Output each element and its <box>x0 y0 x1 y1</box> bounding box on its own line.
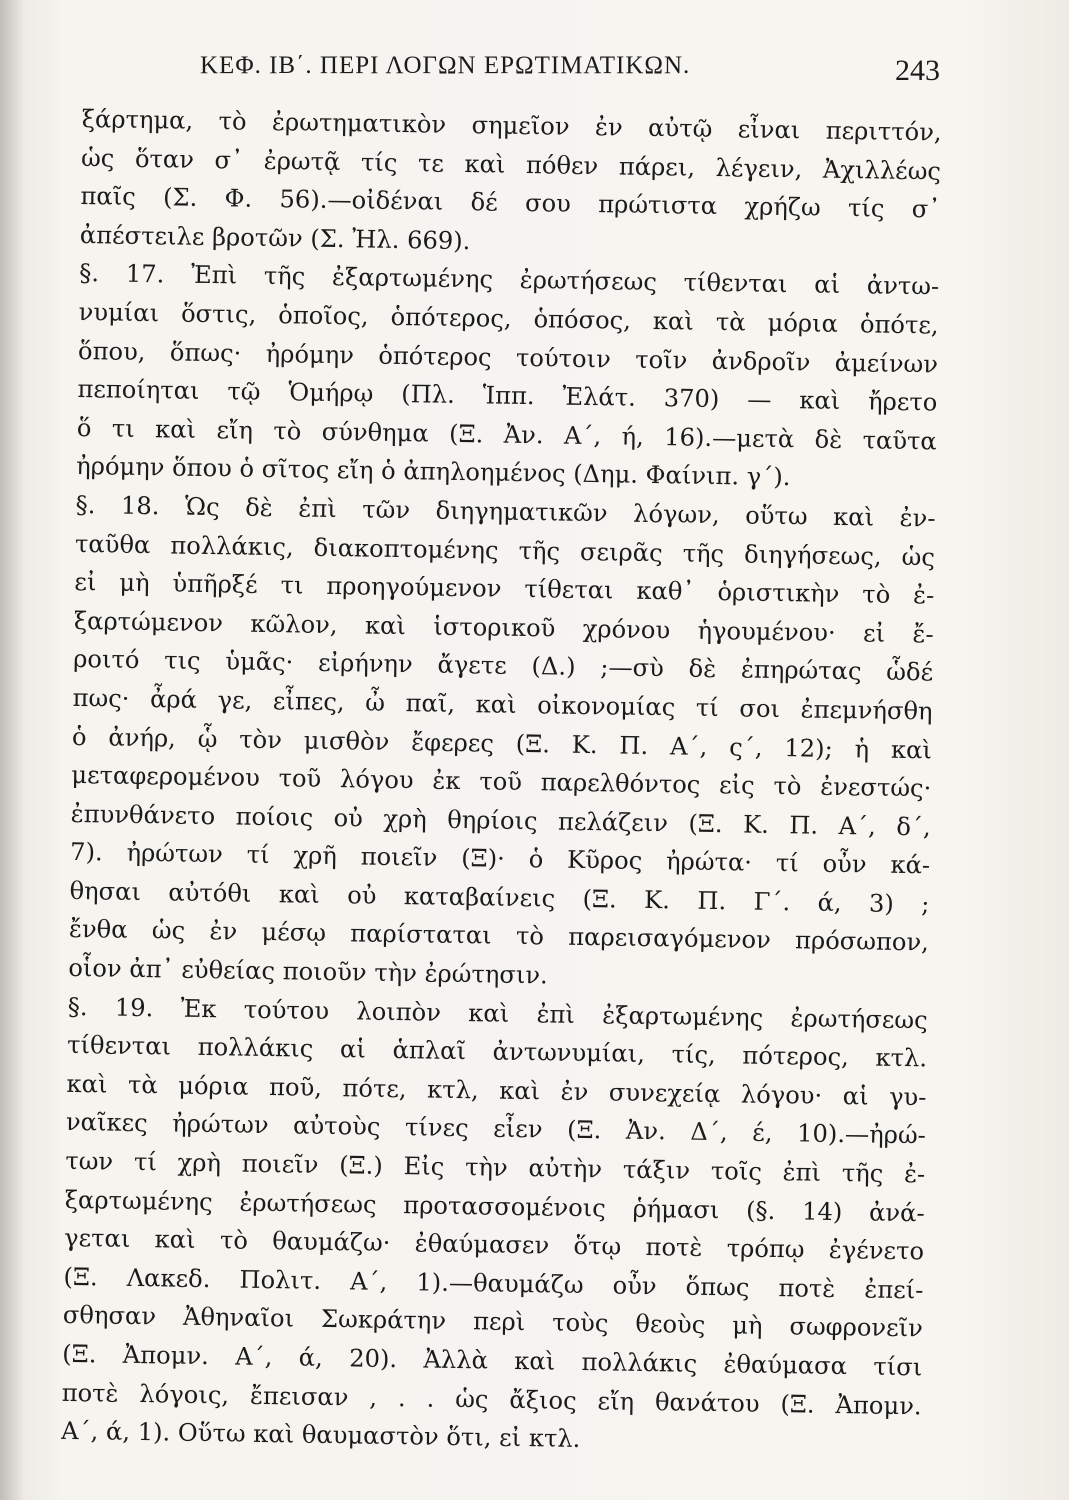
text-line: ἠρόμην ὅπου ὁ σῖτος εἴη ὁ ἀπηλοημένος (Δημ. Φαίνιπ. γ΄). <box>76 452 791 492</box>
running-head: ΚΕΦ. ΙΒ΄. ΠΕΡΙ ΛΟΓΩΝ ΕΡΩΤΙΜΑΤΙΚΩΝ. <box>200 52 691 79</box>
text-line: τίθενται πολλάκις αἱ ἁπλαῖ ἀντωνυμίαι, τίς, πότερος, κτλ. <box>66 1031 928 1073</box>
page-header <box>200 52 940 96</box>
text-line: 7). ἠρώτων τί χρῆ ποιεῖν (Ξ)· ὁ Κῦρος ἠρώτα· τί οὖν κά- <box>69 838 931 880</box>
text-line: οἷον ἀπ᾽ εὐθείας ποιοῦν τὴν ἐρώτησιν. <box>68 953 548 990</box>
text-line: παῖς (Σ. Φ. 56).—οἰδέναι δέ σου πρώτιστα χρήζω τίς σ᾽ <box>80 182 941 224</box>
text-line: καὶ τὰ μόρια ποῦ, πότε, κτλ, καὶ ἐν συνεχείᾳ λόγου· αἱ γυ- <box>66 1069 927 1112</box>
text-line: (Ξ. Λακεδ. Πολιτ. Α΄, 1).—θαυμάζω οὖν ὅπως ποτὲ ἐπεί- <box>63 1262 924 1305</box>
page-number: 243 <box>895 54 940 87</box>
text-line: ὡς ὅταν σ᾽ ἐρωτᾷ τίς τε καὶ πόθεν πάρει, λέγειν, Ἀχιλλέως <box>80 143 942 186</box>
body-text <box>61 100 942 1464</box>
text-line: ναῖκες ἠρώτων αὐτοὺς τίνες εἶεν (Ξ. Ἀν. Δ΄, έ, 10).—ἠρώ- <box>65 1108 927 1150</box>
text-line: ἀπέστειλε βροτῶν (Σ. Ἠλ. 669). <box>79 220 471 255</box>
text-line: ὁ ἀνήρ, ᾧ τὸν μισθὸν ἔφερες (Ξ. Κ. Π. Α΄, ς΄, 12); ἡ καὶ <box>71 722 933 764</box>
section-19-line: §. 19. Ἐκ τούτου λοιπὸν καὶ ἐπὶ ἐξαρτωμένης ἐρωτήσεως <box>67 992 928 1035</box>
text-line: ξαρτώμενον κῶλον, καὶ ἱστορικοῦ χρόνου ἡγουμένου· εἰ ἔ- <box>73 606 934 649</box>
text-line: εἰ μὴ ὑπῆρξέ τι προηγούμενον τίθεται καθ᾽ ὁριστικὴν τὸ ἐ- <box>74 568 935 610</box>
text-line: ταῦθα πολλάκις, διακοπτομένης τῆς σειρᾶς τῆς διηγήσεως, ὡς <box>74 529 936 571</box>
text-line: μεταφερομένου τοῦ λόγου ἐκ τοῦ παρελθόντος εἰς τὸ ἐνεστώς· <box>71 761 932 803</box>
text-line: (Ξ. Ἀπομν. Α΄, ά, 20). Ἀλλὰ καὶ πολλάκις ἐθαύμασα τίσι <box>62 1339 923 1382</box>
text-line: ὅπου, ὅπως· ἠρόμην ὁπότερος τούτοιν τοῖν ἀνδροῖν ἀμείνων <box>77 336 939 379</box>
text-line: ἐπυνθάνετο ποίοις οὐ χρὴ θηρίοις πελάζειν (Ξ. Κ. Π. Α΄, δ΄, <box>70 799 931 842</box>
text-line: των τί χρὴ ποιεῖν (Ξ.) Εἰς τὴν αὐτὴν τάξιν τοῖς ἐπὶ τῆς ἐ- <box>65 1146 926 1189</box>
spine-shadow <box>0 0 24 1500</box>
text-line: σθησαν Ἀθηναῖοι Σωκράτην περὶ τοὺς θεοὺς μὴ σωφρονεῖν <box>62 1301 924 1343</box>
text-line: πεποίηται τῷ Ὁμήρῳ (Πλ. Ἱππ. Ἐλάτ. 370) — καὶ ἤρετο <box>77 375 938 417</box>
text-line: Α΄, ά, 1). Οὕτω καὶ θαυμαστὸν ὅτι, εἰ κτλ. <box>60 1417 581 1454</box>
text-line: ξαρτωμένης ἐρωτήσεως προτασσομένοις ῥήμασι (§. 14) ἀνά- <box>64 1185 925 1227</box>
text-line: ξάρτημα, τὸ ἐρωτηματικὸν σημεῖον ἐν αὐτῷ εἶναι περιττόν, <box>81 104 942 147</box>
text-line: ποτὲ λόγοις, ἔπεισαν , . . ὡς ἄξιος εἴη θανάτου (Ξ. Ἀπομν. <box>61 1378 922 1420</box>
text-line: θησαι αὐτόθι καὶ οὐ καταβαίνεις (Ξ. Κ. Π. Γ΄. ά, 3) ; <box>69 876 930 919</box>
text-line: πως· ἆρά γε, εἶπες, ὦ παῖ, καὶ οἰκονομίας τί σοι ἐπεμνήσθη <box>72 683 933 726</box>
text-line: ροιτό τις ὑμᾶς· εἰρήνην ἄγετε (Δ.) ;—σὺ δὲ ἐπηρώτας ὧδέ <box>72 645 934 687</box>
section-17-line: §. 17. Ἐπὶ τῆς ἐξαρτωμένης ἐρωτήσεως τίθενται αἱ ἀντω- <box>79 259 940 301</box>
text-line: ὅ τι καὶ εἴη τὸ σύνθημα (Ξ. Ἀν. Α΄, ή, 16).—μετὰ δὲ ταῦτα <box>76 413 937 456</box>
text-line: γεται καὶ τὸ θαυμάζω· ἐθαύμασεν ὅτῳ ποτὲ τρόπῳ ἐγένετο <box>63 1224 925 1266</box>
section-18-line: §. 18. Ὡς δὲ ἐπὶ τῶν διηγηματικῶν λόγων, οὕτω καὶ ἐν- <box>75 490 936 533</box>
text-line: νυμίαι ὅστις, ὁποῖος, ὁπότερος, ὁπόσος, καὶ τὰ μόρια ὁπότε, <box>78 297 939 340</box>
text-line: ἔνθα ὡς ἐν μέσῳ παρίσταται τὸ παρεισαγόμενον πρόσωπον, <box>68 915 930 957</box>
